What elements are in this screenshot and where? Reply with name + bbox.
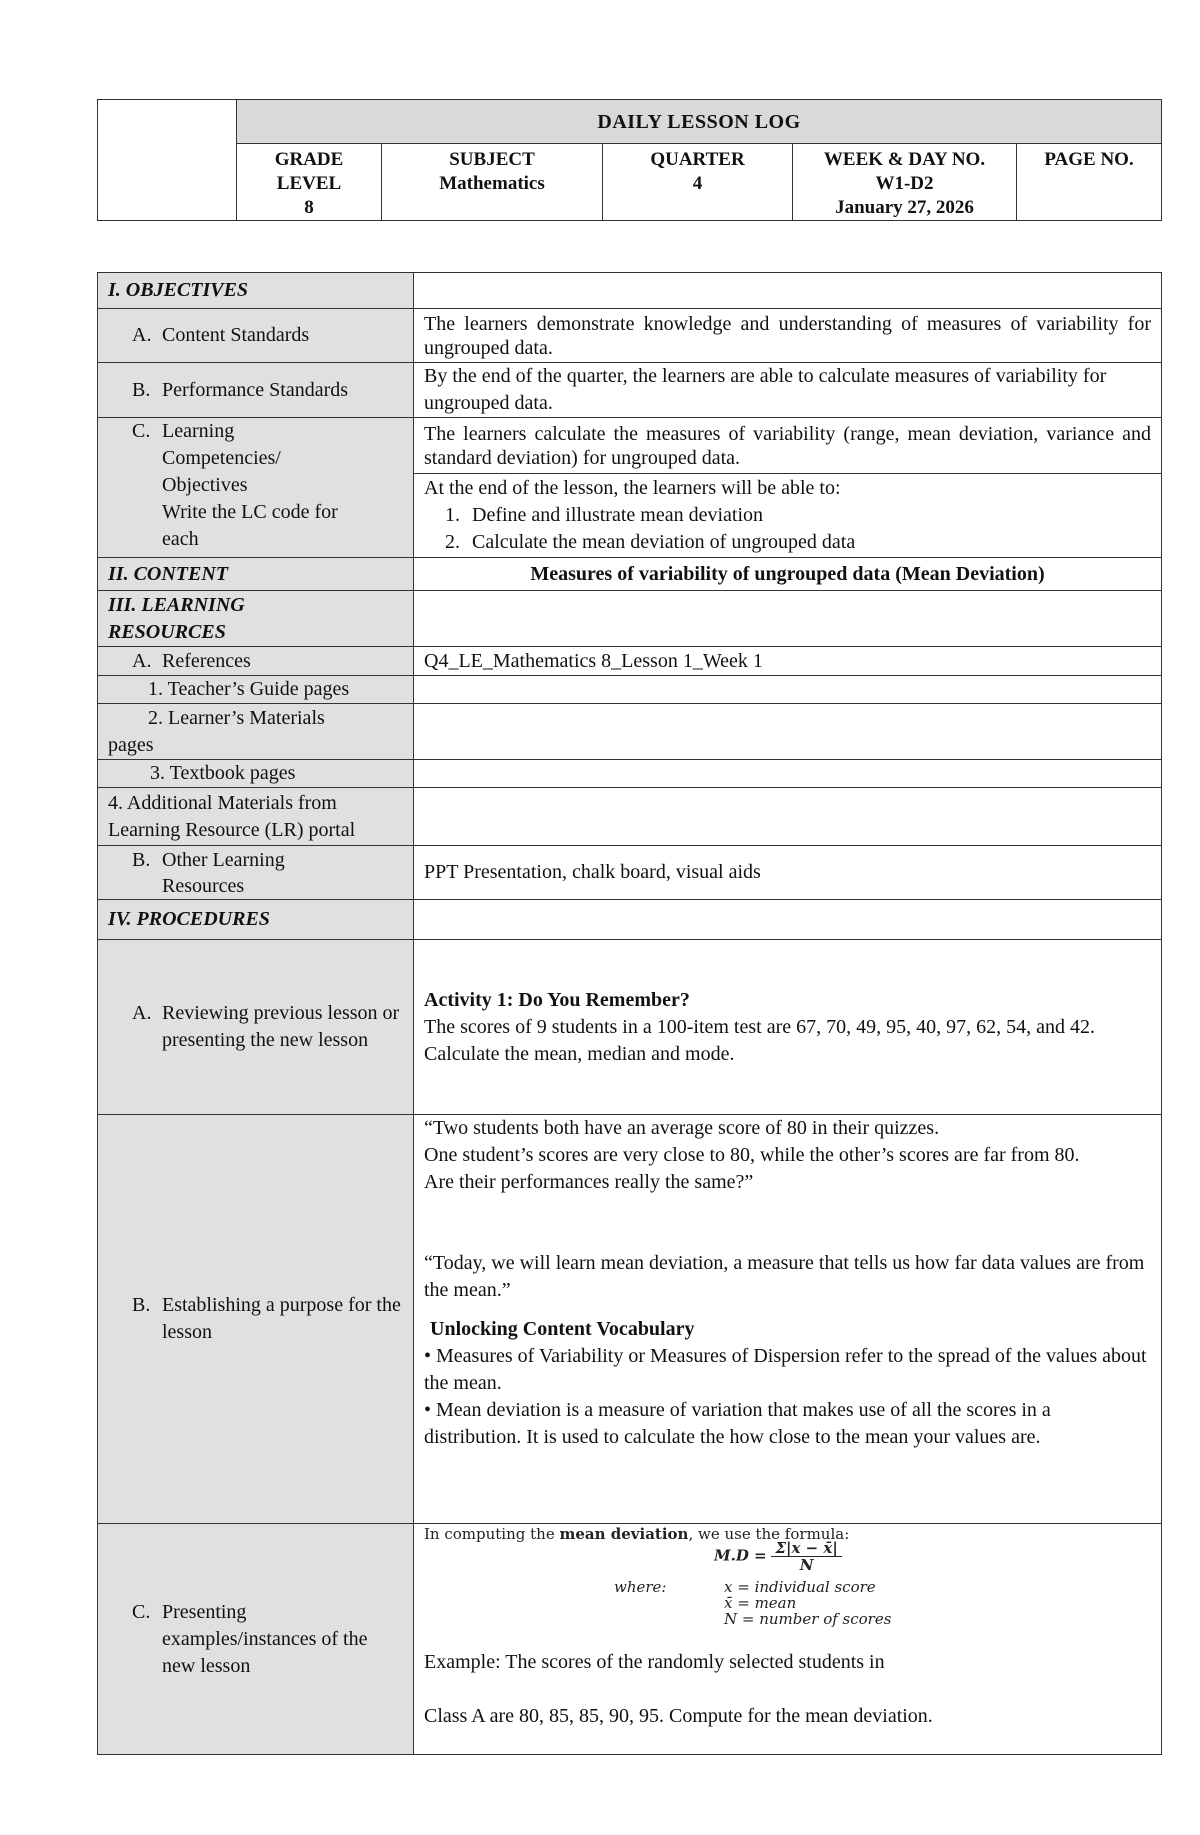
- performance-standards-letter: B.: [132, 378, 151, 401]
- lesson-log-header: [97, 99, 1162, 221]
- objectives-heading-value: [414, 273, 1162, 309]
- other-resources-text: PPT Presentation, chalk board, visual aids: [414, 846, 1162, 900]
- formula-fraction: [771, 1540, 841, 1573]
- school-logo-cell: [98, 100, 237, 221]
- lm-label-2: pages: [108, 733, 154, 756]
- resources-heading-2: RESOURCES: [108, 620, 226, 643]
- objective-item-2: Calculate the mean deviation of ungrouped data: [472, 531, 856, 553]
- performance-standards-text: By the end of the quarter, the learners are able to calculate measures of variability for ungrouped data.: [414, 363, 1162, 418]
- competencies-text: The learners calculate the measures of variability (range, mean deviation, variance and standard deviation) for ungrouped data.: [414, 418, 1162, 474]
- grade-value: 8: [304, 197, 314, 218]
- grade-label-2: LEVEL: [276, 173, 342, 194]
- quote-line-4: “Today, we will learn mean deviation, a measure that tells us how far data values are from the mean.”: [424, 1252, 1145, 1301]
- quarter-value: 4: [692, 173, 703, 194]
- lesson-date: January 27, 2026: [835, 197, 974, 218]
- textbook-pages-label: 3. Textbook pages: [98, 760, 414, 788]
- other-label-1: Other Learning: [162, 848, 285, 871]
- competencies-label-5: each: [162, 528, 199, 550]
- other-label-2: Resources: [162, 874, 245, 897]
- lr-label-2: Learning Resource (LR) portal: [108, 818, 356, 841]
- resources-heading-1: III. LEARNING: [108, 593, 245, 616]
- mean-deviation-formula-image: [424, 1526, 1151, 1627]
- objective-item-1: Define and illustrate mean deviation: [472, 504, 764, 526]
- formula-rest: , we use the formula:: [688, 1525, 850, 1543]
- other-resources-label: [98, 846, 414, 900]
- content-standards-letter: A.: [132, 324, 152, 346]
- content-standards-text: The learners demonstrate knowledge and understanding of measures of variability for ungrouped data.: [414, 309, 1162, 363]
- procedure-b-letter: B.: [132, 1294, 151, 1316]
- procedure-a-content: [414, 940, 1162, 1115]
- content-standards-label-text: Content Standards: [162, 324, 310, 346]
- teachers-guide-value: [414, 676, 1162, 704]
- activity-text: The scores of 9 students in a 100-item test are 67, 70, 49, 95, 40, 97, 62, 54, and 42. Calculate the mean, median and mode.: [424, 1015, 1095, 1065]
- quote-line-2: One student’s scores are very close to 80, while the other’s scores are far from 80.: [424, 1144, 1080, 1166]
- procedure-a-letter: A.: [132, 1002, 152, 1024]
- performance-standards-label-text: Performance Standards: [162, 378, 349, 401]
- procedure-c-letter: C.: [132, 1600, 151, 1623]
- procedure-b-content: [414, 1115, 1162, 1524]
- competencies-label-2: Competencies/: [162, 447, 281, 469]
- learning-competencies-label: [98, 418, 414, 558]
- header-title: DAILY LESSON LOG: [237, 100, 1162, 144]
- objectives-list-cell: [414, 474, 1162, 558]
- procedure-b-label-text: Establishing a purpose for the lesson: [162, 1294, 401, 1343]
- activity-title: Activity 1: Do You Remember?: [424, 988, 690, 1011]
- subject-label: SUBJECT: [449, 149, 535, 170]
- lr-portal-label: [98, 788, 414, 846]
- lr-portal-value: [414, 788, 1162, 846]
- competencies-label-4: Write the LC code for: [162, 501, 338, 523]
- references-label-text: References: [162, 649, 251, 672]
- textbook-pages-value: [414, 760, 1162, 788]
- formula-where-3: N = number of scores: [724, 1610, 892, 1628]
- procedures-heading-value: [414, 900, 1162, 940]
- list-item: 1. Define and illustrate mean deviation: [424, 502, 1151, 529]
- learning-resources-value: [414, 591, 1162, 647]
- procedures-heading: IV. PROCEDURES: [98, 900, 414, 940]
- competencies-label-3: Objectives: [162, 474, 248, 496]
- page-label: PAGE NO.: [1044, 149, 1134, 170]
- formula-lhs: M.D =: [714, 1546, 767, 1565]
- lm-label-1: 2. Learner’s Materials: [148, 706, 325, 729]
- procedure-b-label: [98, 1115, 414, 1524]
- procedure-c-label-text: Presenting examples/instances of the new lesson: [162, 1600, 368, 1677]
- example-line-1: Example: The scores of the randomly selected students in: [424, 1651, 885, 1673]
- references-label: [98, 647, 414, 676]
- subject-cell: [382, 144, 603, 221]
- procedure-a-label-text: Reviewing previous lesson or presenting the new lesson: [162, 1002, 400, 1051]
- grade-label-1: GRADE: [274, 149, 344, 170]
- vocab-title: Unlocking Content Vocabulary: [430, 1318, 695, 1340]
- grade-level-cell: [237, 144, 382, 221]
- procedure-a-label: [98, 940, 414, 1115]
- list-item: 2. Calculate the mean deviation of ungrouped data: [424, 529, 1151, 556]
- week-value: W1-D2: [875, 173, 934, 194]
- formula-where-1: x = individual score: [724, 1578, 876, 1596]
- vocab-item-1: • Measures of Variability or Measures of Dispersion refer to the spread of the values about the mean.: [424, 1345, 1147, 1394]
- vocab-item-2: • Mean deviation is a measure of variation that makes use of all the scores in a distribution. It is used to calculate the how close to the mean your values are.: [424, 1399, 1051, 1448]
- formula-numerator: Σ|x − x̄|: [771, 1540, 841, 1557]
- references-letter: A.: [132, 649, 152, 672]
- content-text: Measures of variability of ungrouped data (Mean Deviation): [414, 558, 1162, 591]
- example-line-2: Class A are 80, 85, 85, 90, 95. Compute for the mean deviation.: [424, 1705, 933, 1727]
- quote-line-3: Are their performances really the same?”: [424, 1171, 754, 1193]
- quarter-cell: [603, 144, 793, 221]
- week-day-cell: [793, 144, 1017, 221]
- week-label: WEEK & DAY NO.: [823, 149, 986, 170]
- procedure-c-content: [414, 1524, 1162, 1755]
- formula-intro: In computing the: [424, 1525, 555, 1543]
- references-text: Q4_LE_Mathematics 8_Lesson 1_Week 1: [414, 647, 1162, 676]
- learners-materials-value: [414, 704, 1162, 760]
- content-standards-label: [98, 309, 414, 363]
- subject-value: Mathematics: [439, 173, 545, 194]
- procedure-c-label: [98, 1524, 414, 1755]
- formula-bold: mean deviation: [559, 1525, 689, 1543]
- formula-where: where:: [614, 1578, 667, 1596]
- competencies-label-1: Learning: [162, 420, 235, 442]
- objectives-intro: At the end of the lesson, the learners will be able to:: [424, 477, 841, 499]
- quote-line-1: “Two students both have an average score of 80 in their quizzes.: [424, 1117, 940, 1139]
- content-heading: II. CONTENT: [98, 558, 414, 591]
- page-no-cell: [1017, 144, 1162, 221]
- other-resources-letter: B.: [132, 848, 151, 871]
- learning-resources-heading: [98, 591, 414, 647]
- performance-standards-label: [98, 363, 414, 418]
- formula-denominator: N: [799, 1556, 814, 1574]
- learners-materials-label: [98, 704, 414, 760]
- teachers-guide-label: 1. Teacher’s Guide pages: [98, 676, 414, 704]
- quarter-label: QUARTER: [650, 149, 745, 170]
- objectives-list: [424, 502, 1151, 556]
- lr-label-1: 4. Additional Materials from: [108, 791, 337, 814]
- formula-where-2: x̄ = mean: [724, 1594, 797, 1612]
- competencies-letter: C.: [132, 420, 151, 442]
- lesson-log-table: [97, 272, 1162, 1755]
- objectives-heading: I. OBJECTIVES: [98, 273, 414, 309]
